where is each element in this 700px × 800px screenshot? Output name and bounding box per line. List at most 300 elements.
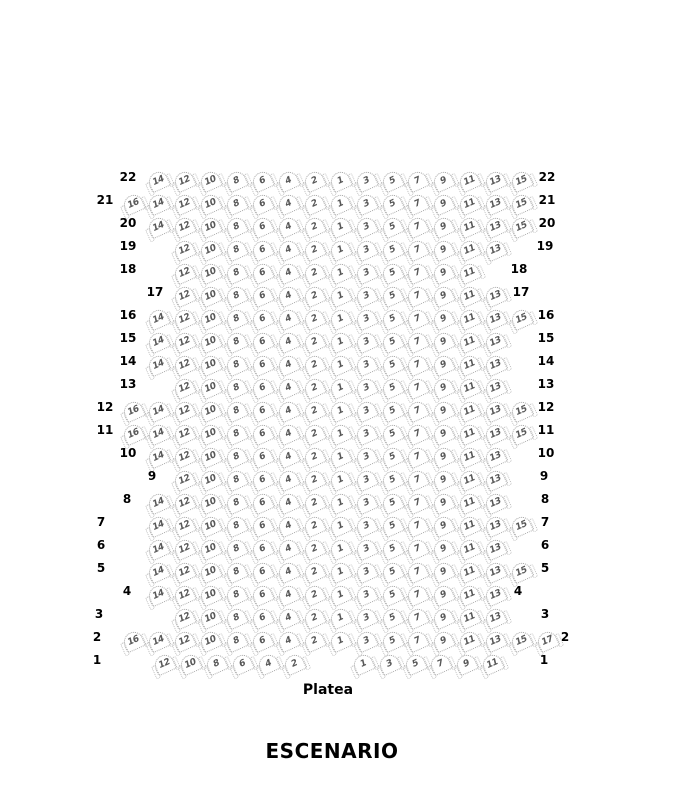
seat-number: 13 bbox=[488, 633, 503, 648]
seat-number: 4 bbox=[283, 220, 293, 233]
seat-number: 11 bbox=[462, 403, 477, 418]
seat-row22-13[interactable] bbox=[482, 169, 509, 194]
seat-number: 14 bbox=[151, 518, 166, 533]
seat-row22-2[interactable] bbox=[301, 169, 328, 194]
seat-row7-15[interactable] bbox=[508, 514, 535, 539]
seat-row13-3[interactable] bbox=[353, 376, 380, 401]
seat-number: 6 bbox=[257, 450, 267, 463]
seat-number: 8 bbox=[231, 312, 242, 325]
seat-row3-2[interactable] bbox=[301, 606, 328, 631]
seat-number: 3 bbox=[361, 519, 371, 532]
seat-number: 11 bbox=[462, 173, 477, 188]
seat-number: 14 bbox=[151, 357, 166, 372]
row-label-left-6: 6 bbox=[96, 538, 106, 552]
seat-number: 11 bbox=[462, 288, 477, 303]
seat-row10-1[interactable] bbox=[327, 445, 354, 470]
seat-number: 9 bbox=[438, 197, 449, 210]
seat-row21-16[interactable] bbox=[120, 192, 147, 217]
seat-row1-10[interactable] bbox=[177, 652, 204, 677]
seat-number: 14 bbox=[151, 334, 166, 349]
seat-number: 6 bbox=[257, 588, 267, 601]
row-label-right-15: 15 bbox=[537, 331, 555, 345]
seat-number: 5 bbox=[387, 312, 397, 325]
seat-row1-6[interactable] bbox=[229, 652, 256, 677]
seat-row11-2[interactable] bbox=[301, 422, 328, 447]
seat-number: 7 bbox=[413, 565, 423, 578]
seat-row8-14[interactable] bbox=[146, 491, 173, 516]
seat-row15-3[interactable] bbox=[353, 330, 380, 355]
row-label-right-14: 14 bbox=[537, 354, 555, 368]
seat-number: 9 bbox=[438, 404, 449, 417]
seat-row9-2[interactable] bbox=[301, 468, 328, 493]
seat-number: 8 bbox=[231, 220, 242, 233]
seat-row6-2[interactable] bbox=[301, 537, 328, 562]
seat-row12-5[interactable] bbox=[379, 399, 406, 424]
seat-number: 7 bbox=[413, 473, 423, 486]
seat-number: 9 bbox=[438, 450, 449, 463]
seat-row10-5[interactable] bbox=[379, 445, 406, 470]
seat-number: 4 bbox=[283, 335, 293, 348]
seat-row18-1[interactable] bbox=[327, 261, 354, 286]
seat-number: 10 bbox=[203, 219, 218, 234]
seat-number: 10 bbox=[203, 449, 218, 464]
seat-number: 15 bbox=[513, 633, 529, 648]
seat-number: 2 bbox=[309, 427, 319, 440]
seat-number: 13 bbox=[488, 311, 503, 326]
seat-number: 4 bbox=[283, 450, 293, 463]
seat-row11-1[interactable] bbox=[327, 422, 354, 447]
seat-number: 4 bbox=[283, 542, 293, 555]
seat-row12-15[interactable] bbox=[508, 399, 535, 424]
seat-row6-1[interactable] bbox=[327, 537, 354, 562]
seat-row16-3[interactable] bbox=[353, 307, 380, 332]
seat-row2-3[interactable] bbox=[353, 629, 380, 654]
seat-number: 5 bbox=[387, 358, 397, 371]
seat-number: 10 bbox=[203, 288, 218, 303]
seat-number: 7 bbox=[413, 335, 423, 348]
seat-number: 12 bbox=[177, 426, 192, 441]
seat-row5-2[interactable] bbox=[301, 560, 328, 585]
seat-number: 3 bbox=[361, 542, 371, 555]
seat-number: 7 bbox=[413, 358, 423, 371]
seat-row5-15[interactable] bbox=[508, 560, 535, 585]
seat-number: 1 bbox=[335, 611, 345, 624]
row-label-left-14: 14 bbox=[119, 354, 137, 368]
seat-number: 4 bbox=[283, 634, 293, 647]
seat-row9-5[interactable] bbox=[379, 468, 406, 493]
seat-number: 1 bbox=[335, 427, 345, 440]
seat-number: 6 bbox=[257, 611, 267, 624]
seat-number: 1 bbox=[335, 519, 345, 532]
seat-row16-2[interactable] bbox=[301, 307, 328, 332]
row-label-right-18: 18 bbox=[510, 262, 528, 276]
seat-row7-5[interactable] bbox=[379, 514, 406, 539]
seat-row5-3[interactable] bbox=[353, 560, 380, 585]
seat-number: 9 bbox=[438, 220, 449, 233]
seat-number: 12 bbox=[177, 541, 192, 556]
row-label-right-5: 5 bbox=[540, 561, 550, 575]
seat-row17-1[interactable] bbox=[327, 284, 354, 309]
seat-number: 13 bbox=[488, 426, 503, 441]
seat-row2-16[interactable] bbox=[120, 629, 147, 654]
seat-number: 8 bbox=[231, 427, 242, 440]
seat-row21-2[interactable] bbox=[301, 192, 328, 217]
seat-row6-5[interactable] bbox=[379, 537, 406, 562]
row-label-left-18: 18 bbox=[119, 262, 137, 276]
seat-number: 7 bbox=[413, 312, 423, 325]
row-label-right-12: 12 bbox=[537, 400, 555, 414]
seat-row7-1[interactable] bbox=[327, 514, 354, 539]
seat-number: 6 bbox=[257, 519, 267, 532]
seat-row2-14[interactable] bbox=[146, 629, 173, 654]
seat-row20-5[interactable] bbox=[379, 215, 406, 240]
seat-row2-15[interactable] bbox=[508, 629, 535, 654]
seat-number: 10 bbox=[203, 173, 218, 188]
seat-number: 11 bbox=[462, 564, 477, 579]
seat-number: 15 bbox=[513, 196, 529, 211]
seat-number: 8 bbox=[231, 266, 242, 279]
seat-number: 7 bbox=[413, 289, 423, 302]
seat-row13-5[interactable] bbox=[379, 376, 406, 401]
row-label-right-16: 16 bbox=[537, 308, 555, 322]
seat-number: 1 bbox=[335, 542, 345, 555]
seat-number: 11 bbox=[462, 357, 477, 372]
seat-number: 13 bbox=[488, 357, 503, 372]
seat-number: 10 bbox=[203, 633, 218, 648]
seat-number: 10 bbox=[203, 242, 218, 257]
seat-number: 5 bbox=[387, 588, 397, 601]
seat-row13-2[interactable] bbox=[301, 376, 328, 401]
seat-row16-5[interactable] bbox=[379, 307, 406, 332]
seat-row1-7[interactable] bbox=[428, 652, 455, 677]
seat-number: 7 bbox=[413, 542, 423, 555]
seat-row12-3[interactable] bbox=[353, 399, 380, 424]
seat-number: 17 bbox=[539, 633, 555, 648]
row-label-right-4: 4 bbox=[513, 584, 523, 598]
row-label-left-5: 5 bbox=[96, 561, 106, 575]
seat-number: 12 bbox=[177, 610, 192, 625]
seat-row9-1[interactable] bbox=[327, 468, 354, 493]
seat-row17-2[interactable] bbox=[301, 284, 328, 309]
seat-row16-1[interactable] bbox=[327, 307, 354, 332]
seat-number: 7 bbox=[413, 519, 423, 532]
seat-row22-7[interactable] bbox=[405, 169, 432, 194]
seat-row1-4[interactable] bbox=[255, 652, 282, 677]
seat-number: 12 bbox=[177, 449, 192, 464]
seat-row15-2[interactable] bbox=[301, 330, 328, 355]
seat-number: 15 bbox=[513, 518, 529, 533]
seat-number: 2 bbox=[309, 519, 319, 532]
seat-row2-17[interactable] bbox=[534, 629, 561, 654]
row-label-left-3: 3 bbox=[94, 607, 104, 621]
seat-number: 12 bbox=[177, 633, 192, 648]
seat-row7-3[interactable] bbox=[353, 514, 380, 539]
seat-row21-3[interactable] bbox=[353, 192, 380, 217]
seat-number: 14 bbox=[151, 449, 166, 464]
seat-number: 2 bbox=[309, 335, 319, 348]
seat-row12-2[interactable] bbox=[301, 399, 328, 424]
seat-number: 11 bbox=[462, 334, 477, 349]
seat-row1-5[interactable] bbox=[402, 652, 429, 677]
seat-number: 2 bbox=[309, 266, 319, 279]
seat-number: 8 bbox=[231, 381, 242, 394]
seat-row5-5[interactable] bbox=[379, 560, 406, 585]
seat-number: 1 bbox=[335, 450, 345, 463]
seat-number: 10 bbox=[203, 472, 218, 487]
seat-number: 8 bbox=[231, 519, 242, 532]
seat-number: 1 bbox=[335, 312, 345, 325]
seat-number: 2 bbox=[309, 542, 319, 555]
seat-number: 4 bbox=[283, 496, 293, 509]
seat-number: 5 bbox=[387, 450, 397, 463]
seat-row20-2[interactable] bbox=[301, 215, 328, 240]
seat-number: 4 bbox=[263, 657, 273, 670]
seat-number: 14 bbox=[151, 196, 166, 211]
seat-number: 15 bbox=[513, 173, 529, 188]
seat-row22-3[interactable] bbox=[353, 169, 380, 194]
seat-number: 13 bbox=[488, 219, 503, 234]
seat-row13-1[interactable] bbox=[327, 376, 354, 401]
seat-number: 6 bbox=[257, 473, 267, 486]
seat-row21-1[interactable] bbox=[327, 192, 354, 217]
seat-number: 10 bbox=[203, 357, 218, 372]
seat-row20-3[interactable] bbox=[353, 215, 380, 240]
seat-number: 8 bbox=[231, 542, 242, 555]
seat-number: 1 bbox=[335, 174, 345, 187]
seat-number: 3 bbox=[361, 266, 371, 279]
seat-number: 12 bbox=[177, 380, 192, 395]
seat-row4-5[interactable] bbox=[379, 583, 406, 608]
seat-number: 6 bbox=[257, 381, 267, 394]
seat-row17-13[interactable] bbox=[482, 284, 509, 309]
stage-label-escenario: ESCENARIO bbox=[265, 739, 399, 763]
seat-row19-1[interactable] bbox=[327, 238, 354, 263]
seat-row3-3[interactable] bbox=[353, 606, 380, 631]
seat-row22-11[interactable] bbox=[456, 169, 483, 194]
seat-row18-3[interactable] bbox=[353, 261, 380, 286]
seat-number: 13 bbox=[488, 334, 503, 349]
seat-row20-1[interactable] bbox=[327, 215, 354, 240]
seat-number: 2 bbox=[309, 634, 319, 647]
seat-row4-1[interactable] bbox=[327, 583, 354, 608]
row-label-left-15: 15 bbox=[119, 331, 137, 345]
seat-number: 4 bbox=[283, 404, 293, 417]
seat-number: 5 bbox=[387, 197, 397, 210]
seat-number: 3 bbox=[361, 496, 371, 509]
seat-row12-16[interactable] bbox=[120, 399, 147, 424]
seat-number: 1 bbox=[335, 634, 345, 647]
seat-number: 4 bbox=[283, 312, 293, 325]
seat-number: 12 bbox=[177, 334, 192, 349]
seat-row10-3[interactable] bbox=[353, 445, 380, 470]
seat-row22-9[interactable] bbox=[431, 169, 458, 194]
seat-row5-1[interactable] bbox=[327, 560, 354, 585]
seat-number: 1 bbox=[335, 473, 345, 486]
seat-row17-5[interactable] bbox=[379, 284, 406, 309]
seat-number: 2 bbox=[309, 611, 319, 624]
seat-row18-5[interactable] bbox=[379, 261, 406, 286]
row-label-left-11: 11 bbox=[96, 423, 114, 437]
seat-number: 11 bbox=[462, 242, 477, 257]
seat-number: 12 bbox=[177, 357, 192, 372]
seat-row22-6[interactable] bbox=[249, 169, 276, 194]
seat-number: 11 bbox=[462, 380, 477, 395]
seat-row1-9[interactable] bbox=[454, 652, 481, 677]
seat-number: 14 bbox=[151, 541, 166, 556]
seat-row11-5[interactable] bbox=[379, 422, 406, 447]
row-label-left-8: 8 bbox=[122, 492, 132, 506]
seat-number: 6 bbox=[237, 657, 247, 670]
seat-row1-8[interactable] bbox=[203, 652, 230, 677]
seat-row4-2[interactable] bbox=[301, 583, 328, 608]
seat-number: 6 bbox=[257, 266, 267, 279]
seat-row22-14[interactable] bbox=[146, 169, 173, 194]
seat-number: 1 bbox=[335, 588, 345, 601]
row-label-right-13: 13 bbox=[537, 377, 555, 391]
seat-row19-2[interactable] bbox=[301, 238, 328, 263]
seat-row1-1[interactable] bbox=[350, 652, 377, 677]
seat-number: 12 bbox=[177, 403, 192, 418]
seat-row14-1[interactable] bbox=[327, 353, 354, 378]
seat-number: 4 bbox=[283, 565, 293, 578]
seat-number: 16 bbox=[125, 403, 141, 418]
seat-number: 2 bbox=[309, 404, 319, 417]
seat-row22-4[interactable] bbox=[275, 169, 302, 194]
seat-number: 10 bbox=[203, 495, 218, 510]
seat-number: 11 bbox=[462, 610, 477, 625]
seat-number: 11 bbox=[462, 495, 477, 510]
seat-number: 2 bbox=[309, 243, 319, 256]
seat-number: 1 bbox=[335, 404, 345, 417]
seat-row1-2[interactable] bbox=[281, 652, 308, 677]
seat-number: 13 bbox=[488, 196, 503, 211]
seat-number: 3 bbox=[361, 381, 371, 394]
seat-row18-2[interactable] bbox=[301, 261, 328, 286]
seat-row16-14[interactable] bbox=[146, 307, 173, 332]
seat-number: 9 bbox=[438, 519, 449, 532]
seat-number: 3 bbox=[361, 404, 371, 417]
seat-number: 12 bbox=[177, 472, 192, 487]
seat-number: 9 bbox=[438, 565, 449, 578]
seat-row22-10[interactable] bbox=[197, 169, 224, 194]
seat-row14-2[interactable] bbox=[301, 353, 328, 378]
seat-number: 6 bbox=[257, 289, 267, 302]
seat-row2-1[interactable] bbox=[327, 629, 354, 654]
seat-row11-3[interactable] bbox=[353, 422, 380, 447]
seat-number: 2 bbox=[309, 496, 319, 509]
seat-row1-11[interactable] bbox=[479, 652, 506, 677]
seat-row3-1[interactable] bbox=[327, 606, 354, 631]
seat-number: 6 bbox=[257, 496, 267, 509]
seat-number: 5 bbox=[387, 634, 397, 647]
seat-number: 8 bbox=[231, 289, 242, 302]
seat-number: 3 bbox=[384, 657, 394, 670]
seat-row2-2[interactable] bbox=[301, 629, 328, 654]
seat-number: 11 bbox=[462, 518, 477, 533]
seat-number: 3 bbox=[361, 312, 371, 325]
seat-row22-12[interactable] bbox=[172, 169, 199, 194]
seat-row21-5[interactable] bbox=[379, 192, 406, 217]
seat-row12-14[interactable] bbox=[146, 399, 173, 424]
seat-number: 16 bbox=[125, 426, 141, 441]
seat-row15-5[interactable] bbox=[379, 330, 406, 355]
seat-number: 13 bbox=[488, 587, 503, 602]
seat-number: 14 bbox=[151, 587, 166, 602]
seat-row4-3[interactable] bbox=[353, 583, 380, 608]
seat-row9-3[interactable] bbox=[353, 468, 380, 493]
seat-row17-3[interactable] bbox=[353, 284, 380, 309]
seat-number: 6 bbox=[257, 542, 267, 555]
row-label-right-2: 2 bbox=[560, 630, 570, 644]
seat-number: 5 bbox=[387, 266, 397, 279]
row-label-right-7: 7 bbox=[540, 515, 550, 529]
seat-number: 8 bbox=[231, 335, 242, 348]
seat-row12-1[interactable] bbox=[327, 399, 354, 424]
seat-number: 11 bbox=[462, 265, 477, 280]
seat-row1-3[interactable] bbox=[376, 652, 403, 677]
seat-row2-5[interactable] bbox=[379, 629, 406, 654]
row-label-left-16: 16 bbox=[119, 308, 137, 322]
seat-row14-5[interactable] bbox=[379, 353, 406, 378]
seat-number: 7 bbox=[413, 220, 423, 233]
seat-row10-2[interactable] bbox=[301, 445, 328, 470]
seat-row8-2[interactable] bbox=[301, 491, 328, 516]
seat-number: 12 bbox=[177, 587, 192, 602]
seat-row11-16[interactable] bbox=[120, 422, 147, 447]
seat-row8-3[interactable] bbox=[353, 491, 380, 516]
seat-row16-15[interactable] bbox=[508, 307, 535, 332]
row-label-left-9: 9 bbox=[147, 469, 157, 483]
seat-row14-3[interactable] bbox=[353, 353, 380, 378]
row-label-left-2: 2 bbox=[92, 630, 102, 644]
seat-row19-3[interactable] bbox=[353, 238, 380, 263]
seat-row22-8[interactable] bbox=[223, 169, 250, 194]
seat-row22-1[interactable] bbox=[327, 169, 354, 194]
seat-number: 1 bbox=[335, 220, 345, 233]
section-label-platea: Platea bbox=[302, 682, 354, 698]
seat-row8-5[interactable] bbox=[379, 491, 406, 516]
seat-number: 14 bbox=[151, 173, 166, 188]
row-label-right-22: 22 bbox=[538, 170, 556, 184]
row-label-right-11: 11 bbox=[537, 423, 555, 437]
seat-number: 1 bbox=[335, 335, 345, 348]
seat-number: 10 bbox=[203, 564, 218, 579]
seat-number: 7 bbox=[413, 496, 423, 509]
seat-number: 8 bbox=[231, 565, 242, 578]
seat-number: 7 bbox=[413, 634, 423, 647]
seat-number: 8 bbox=[231, 496, 242, 509]
seat-row19-5[interactable] bbox=[379, 238, 406, 263]
seat-row22-15[interactable] bbox=[508, 169, 535, 194]
seat-number: 7 bbox=[413, 243, 423, 256]
seat-number: 7 bbox=[413, 381, 423, 394]
seat-number: 13 bbox=[488, 472, 503, 487]
seat-row1-12[interactable] bbox=[152, 652, 179, 677]
seat-row8-1[interactable] bbox=[327, 491, 354, 516]
seat-row15-1[interactable] bbox=[327, 330, 354, 355]
seat-number: 4 bbox=[283, 588, 293, 601]
seat-number: 5 bbox=[387, 473, 397, 486]
row-label-left-21: 21 bbox=[96, 193, 114, 207]
seat-number: 2 bbox=[309, 588, 319, 601]
seat-row6-3[interactable] bbox=[353, 537, 380, 562]
seat-row7-2[interactable] bbox=[301, 514, 328, 539]
seat-row22-5[interactable] bbox=[379, 169, 406, 194]
seat-number: 3 bbox=[361, 220, 371, 233]
seat-row3-5[interactable] bbox=[379, 606, 406, 631]
seat-number: 15 bbox=[513, 426, 529, 441]
row-label-right-9: 9 bbox=[539, 469, 549, 483]
